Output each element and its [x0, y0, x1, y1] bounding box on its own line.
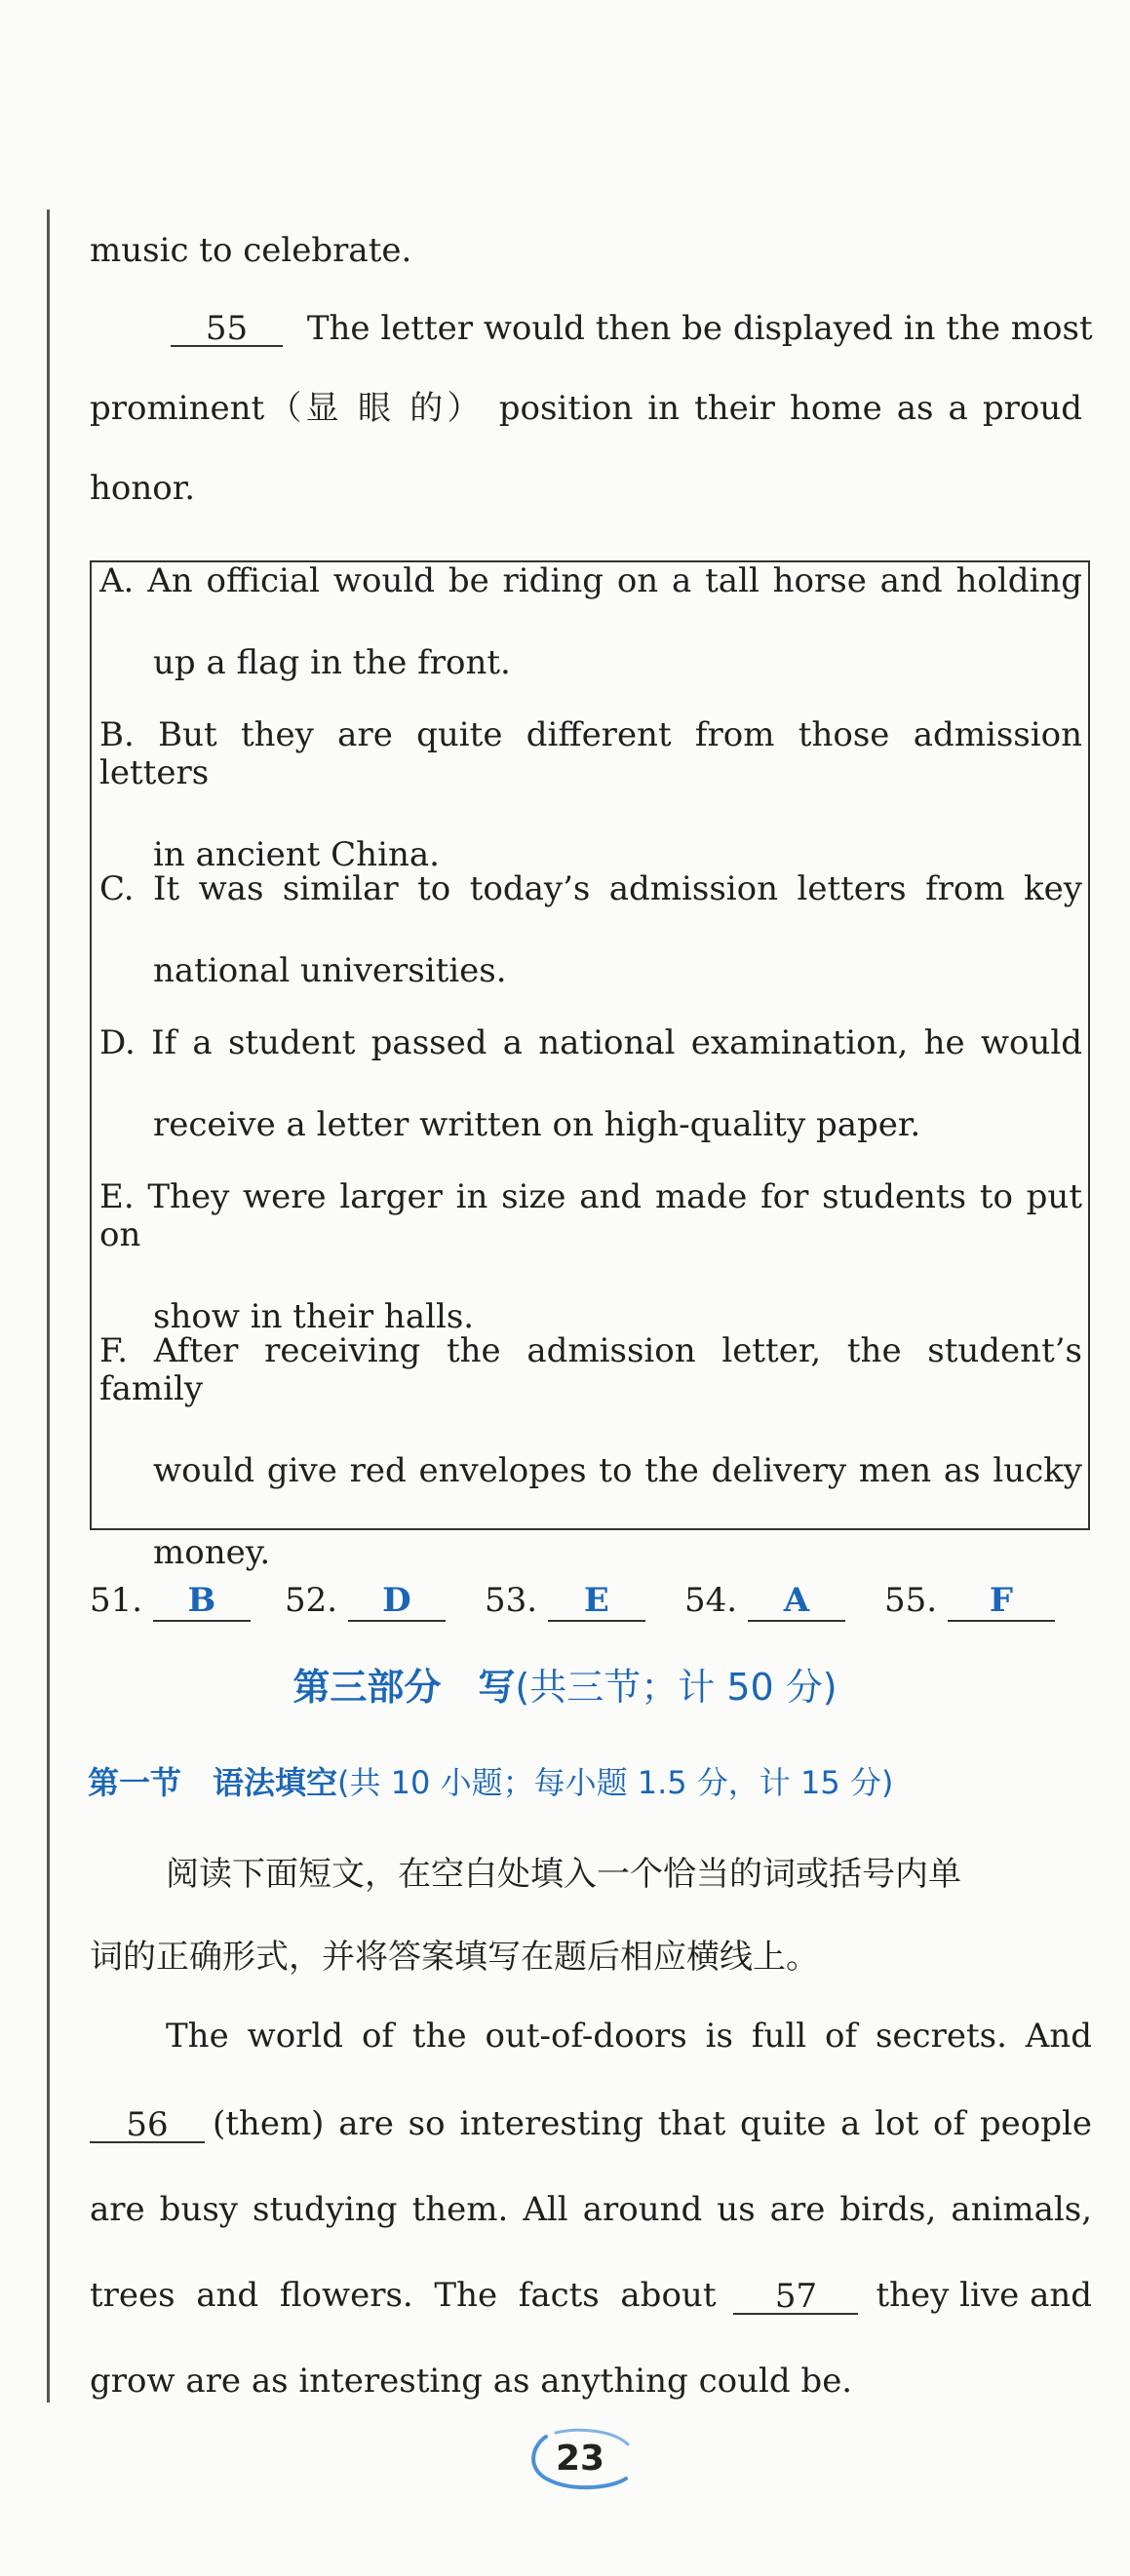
section-title-sub: (共三节；计 50 分)	[515, 1666, 838, 1709]
answer-53: 53. E	[485, 1581, 645, 1622]
page-number-badge	[526, 2425, 634, 2493]
option-c: C. It was similar to today’s admission letters from key national universities.	[99, 869, 1082, 991]
passage-line: The world of the out-of-doors is full of secrets. And	[166, 2017, 1092, 2056]
answer-55-value[interactable]: F	[948, 1581, 1055, 1622]
section-title	[0, 1657, 1130, 1711]
margin-rule	[47, 210, 50, 2403]
question-57-line	[90, 2277, 1092, 2315]
passage-line: are busy studying them. All around us are birds, animals,	[90, 2190, 1092, 2229]
options-box	[90, 560, 1090, 1573]
page-number: 23	[555, 2439, 605, 2479]
answer-54: 54. A	[684, 1581, 845, 1622]
passage-text: The letter would then be displayed in the most	[306, 309, 1093, 348]
answer-blank-55[interactable]: 55	[171, 312, 283, 347]
question-56-line	[90, 2105, 1092, 2143]
passage-line: grow are as interesting as anything could be.	[90, 2362, 853, 2401]
option-f: F. After receiving the admission letter, the student’s family would give red envelopes to the delivery men as lucky money.	[99, 1331, 1082, 1573]
option-b: B. But they are quite different from those admission letters in ancient China.	[99, 715, 1082, 875]
option-a: A. An official would be riding on a tall horse and holding up a flag in the front.	[99, 561, 1082, 683]
subsection-title-main: 第一节 语法填空	[88, 1764, 338, 1801]
section-title-main: 第三部分 写	[292, 1666, 516, 1709]
question-55-line	[171, 309, 1093, 348]
option-d: D. If a student passed a national examination, he would receive a letter written on high-quality paper.	[99, 1023, 1082, 1145]
instructions-line: 阅读下面短文，在空白处填入一个恰当的词或括号内单	[166, 1855, 961, 1894]
passage-line: music to celebrate.	[90, 231, 412, 270]
answer-55: 55. F	[884, 1581, 1055, 1622]
instructions-line: 词的正确形式，并将答案填写在题后相应横线上。	[90, 1938, 819, 1977]
answer-52: 52. D	[285, 1581, 446, 1622]
passage-line: honor.	[90, 469, 196, 508]
option-e: E. They were larger in size and made for students to put on show in their halls.	[99, 1177, 1082, 1337]
answer-blank-56[interactable]: 56	[90, 2108, 205, 2143]
answer-51-value[interactable]: B	[153, 1581, 251, 1622]
answer-54-value[interactable]: A	[748, 1581, 845, 1622]
answer-blank-57[interactable]: 57	[733, 2280, 858, 2315]
passage-text: (them) are so interesting that quite a lot of people	[213, 2104, 1092, 2143]
answer-row	[90, 1581, 1090, 1630]
answer-53-value[interactable]: E	[548, 1581, 645, 1622]
passage-text: they live and	[876, 2276, 1092, 2315]
subsection-title	[88, 1758, 893, 1803]
answer-52-value[interactable]: D	[348, 1581, 446, 1622]
passage-line: prominent（显 眼 的） position in their home as a proud	[90, 389, 1082, 428]
passage-text: trees and flowers. The facts about	[90, 2276, 717, 2315]
answer-51: 51. B	[90, 1581, 251, 1622]
subsection-title-detail: (共 10 小题；每小题 1.5 分，计 15 分)	[337, 1764, 894, 1801]
